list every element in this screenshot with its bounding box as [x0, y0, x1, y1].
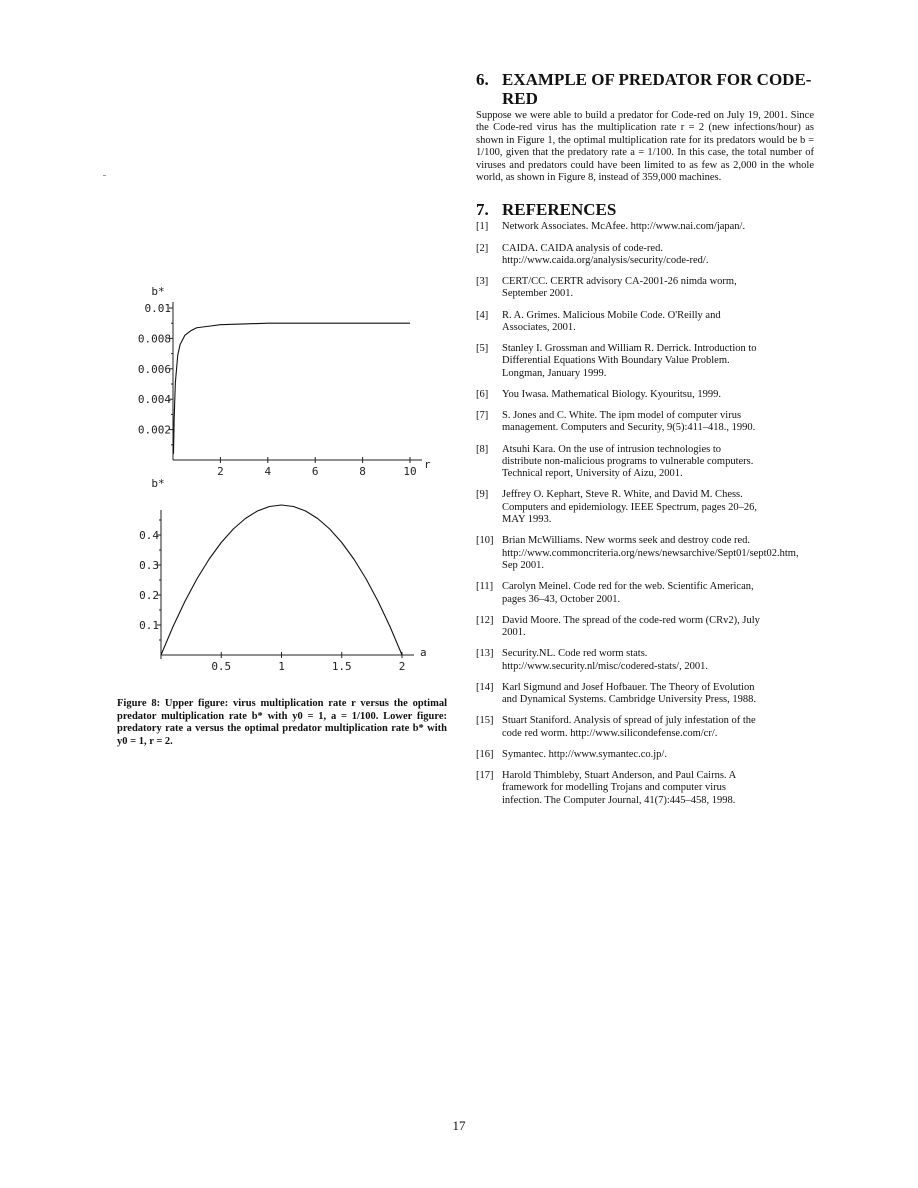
x-tick-label: 8 [359, 465, 366, 478]
reference-line: MAY 1993. [502, 514, 552, 526]
x-tick-label: 0.5 [211, 660, 232, 673]
reference-line: infection. The Computer Journal, 41(7):445–458, 1998. [502, 794, 736, 806]
x-tick-label: 4 [264, 465, 272, 478]
reference-number: [3] [476, 276, 489, 288]
reference-number: [13] [476, 648, 494, 660]
reference-number: [9] [476, 489, 489, 501]
reference-line: Computers and epidemiology. IEEE Spectrum, pages 20–26, [502, 501, 758, 513]
reference-item [476, 410, 814, 435]
y-axis-label: b* [151, 477, 165, 490]
y-tick-label: 0.008 [137, 332, 171, 346]
upper-plot-svg [112, 270, 452, 478]
y-tick-label: 0.01 [144, 302, 171, 315]
reference-line: David Moore. The spread of the code-red worm (CRv2), July [502, 614, 760, 626]
reference-item [476, 535, 814, 572]
reference-line: September 2001. [502, 288, 574, 300]
x-tick-label: 2 [217, 465, 224, 478]
reference-item [476, 389, 814, 401]
right-column [476, 70, 814, 816]
section-7-number: 7. [476, 200, 489, 220]
figure-caption: Figure 8: Upper figure: virus multiplication rate r versus the optimal predator multiplication rate b* with y0 = 1, a = 1/100. Lower figure: predatory rate a versus the optimal predator multiplication rate b* with y0 = 1, r = 2. [117, 698, 447, 747]
reference-line: You Iwasa. Mathematical Biology. Kyouritsu, 1999. [502, 388, 722, 400]
y-tick-label: 0.3 [139, 559, 159, 572]
reference-item [476, 615, 814, 640]
reference-line: distribute non-malicious programs to vulnerable computers. [502, 455, 754, 467]
reference-line: Sep 2001. [502, 560, 544, 572]
reference-line: Associates, 2001. [502, 321, 576, 333]
reference-number: [5] [476, 343, 489, 355]
reference-item [476, 489, 814, 526]
page-number: 17 [452, 1118, 466, 1133]
reference-line: CERT/CC. CERTR advisory CA-2001-26 nimda worm, [502, 276, 737, 288]
section-6-number: 6. [476, 70, 489, 89]
series-line [173, 323, 410, 454]
x-tick-label: 10 [403, 465, 417, 478]
figure-8 [112, 270, 452, 690]
reference-number: [12] [476, 614, 494, 626]
reference-number: [8] [476, 443, 489, 455]
reference-line: Differential Equations With Boundary Value Problem. [502, 355, 730, 367]
section-7-title: REFERENCES [502, 200, 617, 220]
reference-line: http://www.caida.org/analysis/security/code-red/. [502, 254, 709, 266]
y-axis-label: b* [151, 285, 165, 298]
reference-item [476, 444, 814, 481]
reference-number: [2] [476, 242, 489, 254]
x-axis-label: r [424, 458, 431, 471]
reference-line: Technical report, University of Aizu, 2001. [502, 468, 683, 480]
reference-line: Carolyn Meinel. Code red for the web. Scientific American, [502, 581, 754, 593]
x-tick-label: 1.5 [331, 660, 352, 673]
reference-item [476, 343, 814, 380]
reference-line: 2001. [502, 627, 526, 639]
reference-line: pages 36–43, October 2001. [502, 593, 621, 605]
reference-item [476, 243, 814, 268]
lower-plot-svg [112, 475, 452, 675]
section-7-heading [476, 200, 814, 219]
y-tick-label: 0.002 [137, 423, 171, 437]
reference-line: management. Computers and Security, 9(5):411–418., 1990. [502, 422, 756, 434]
section-6-title-line2: RED [502, 89, 538, 108]
reference-line: Atsuhi Kara. On the use of intrusion technologies to [502, 443, 722, 455]
reference-line: http://www.commoncriteria.org/news/newsarchive/Sept01/sept02.htm, [502, 547, 799, 559]
section-6-body: Suppose we were able to build a predator for Code-red on July 19, 2001. Since the Code-red virus has the multiplication rate r = 2 (new infections/hour) as shown in Figure 1, the optimal multiplication rate for its predators would be b = 1/100, given that the predatory rate a = 1/100. In this case, the total number of viruses and predators could have been limited to as few as 2,000 in the whole world, as shown in Figure 8, instead of 359,000 machines. [476, 110, 814, 184]
reference-number: [14] [476, 681, 494, 693]
x-tick-label: 6 [311, 465, 319, 478]
upper-plot [112, 270, 452, 478]
reference-list [476, 221, 814, 807]
reference-number: [4] [476, 309, 489, 321]
reference-line: framework for modelling Trojans and computer virus [502, 782, 726, 794]
reference-item [476, 276, 814, 301]
y-tick-label: 0.2 [139, 589, 159, 602]
reference-number: [10] [476, 535, 494, 547]
section-6-heading [476, 70, 814, 108]
reference-line: code red worm. http://www.silicondefense.com/cr/. [502, 727, 718, 739]
section-6-title-line1: EXAMPLE OF PREDATOR FOR CODE- [502, 70, 812, 89]
reference-line: Symantec. http://www.symantec.co.jp/. [502, 748, 667, 760]
reference-line: Karl Sigmund and Josef Hofbauer. The Theory of Evolution [502, 681, 755, 693]
reference-number: [16] [476, 748, 494, 760]
x-axis-label: a [420, 646, 427, 659]
reference-line: Network Associates. McAfee. http://www.nai.com/japan/. [502, 221, 746, 233]
reference-item [476, 581, 814, 606]
reference-item [476, 221, 814, 233]
reference-line: CAIDA. CAIDA analysis of code-red. [502, 242, 663, 254]
x-tick-label: 1 [278, 660, 285, 673]
reference-line: Jeffrey O. Kephart, Steve R. White, and David M. Chess. [502, 489, 743, 501]
reference-item [476, 310, 814, 335]
reference-item [476, 715, 814, 740]
lower-plot [112, 475, 452, 675]
reference-item [476, 770, 814, 807]
reference-line: Longman, January 1999. [502, 367, 607, 379]
reference-line: Security.NL. Code red worm stats. [502, 648, 648, 660]
reference-line: and Dynamical Systems. Cambridge University Press, 1988. [502, 694, 757, 706]
reference-item [476, 648, 814, 673]
reference-line: R. A. Grimes. Malicious Mobile Code. O'Reilly and [502, 309, 721, 321]
reference-line: Stanley I. Grossman and William R. Derrick. Introduction to [502, 343, 757, 355]
reference-number: [7] [476, 410, 489, 422]
reference-item [476, 682, 814, 707]
y-tick-label: 0.1 [139, 619, 159, 632]
reference-number: [11] [476, 581, 494, 593]
reference-line: Brian McWilliams. New worms seek and destroy code red. [502, 535, 751, 547]
reference-line: S. Jones and C. White. The ipm model of computer virus [502, 410, 742, 422]
reference-line: Harold Thimbleby, Stuart Anderson, and Paul Cairns. A [502, 769, 737, 781]
series-line [161, 505, 402, 655]
reference-number: [15] [476, 715, 494, 727]
x-tick-label: 2 [398, 660, 406, 673]
y-tick-label: 0.006 [137, 362, 171, 376]
reference-item [476, 749, 814, 761]
reference-number: [1] [476, 221, 489, 233]
reference-line: http://www.security.nl/misc/codered-stats/, 2001. [502, 660, 708, 672]
stray-mark [103, 175, 106, 176]
y-tick-label: 0.004 [137, 393, 171, 407]
reference-line: Stuart Staniford. Analysis of spread of july infestation of the [502, 715, 756, 727]
reference-number: [6] [476, 388, 489, 400]
y-tick-label: 0.4 [139, 529, 159, 542]
reference-number: [17] [476, 769, 494, 781]
